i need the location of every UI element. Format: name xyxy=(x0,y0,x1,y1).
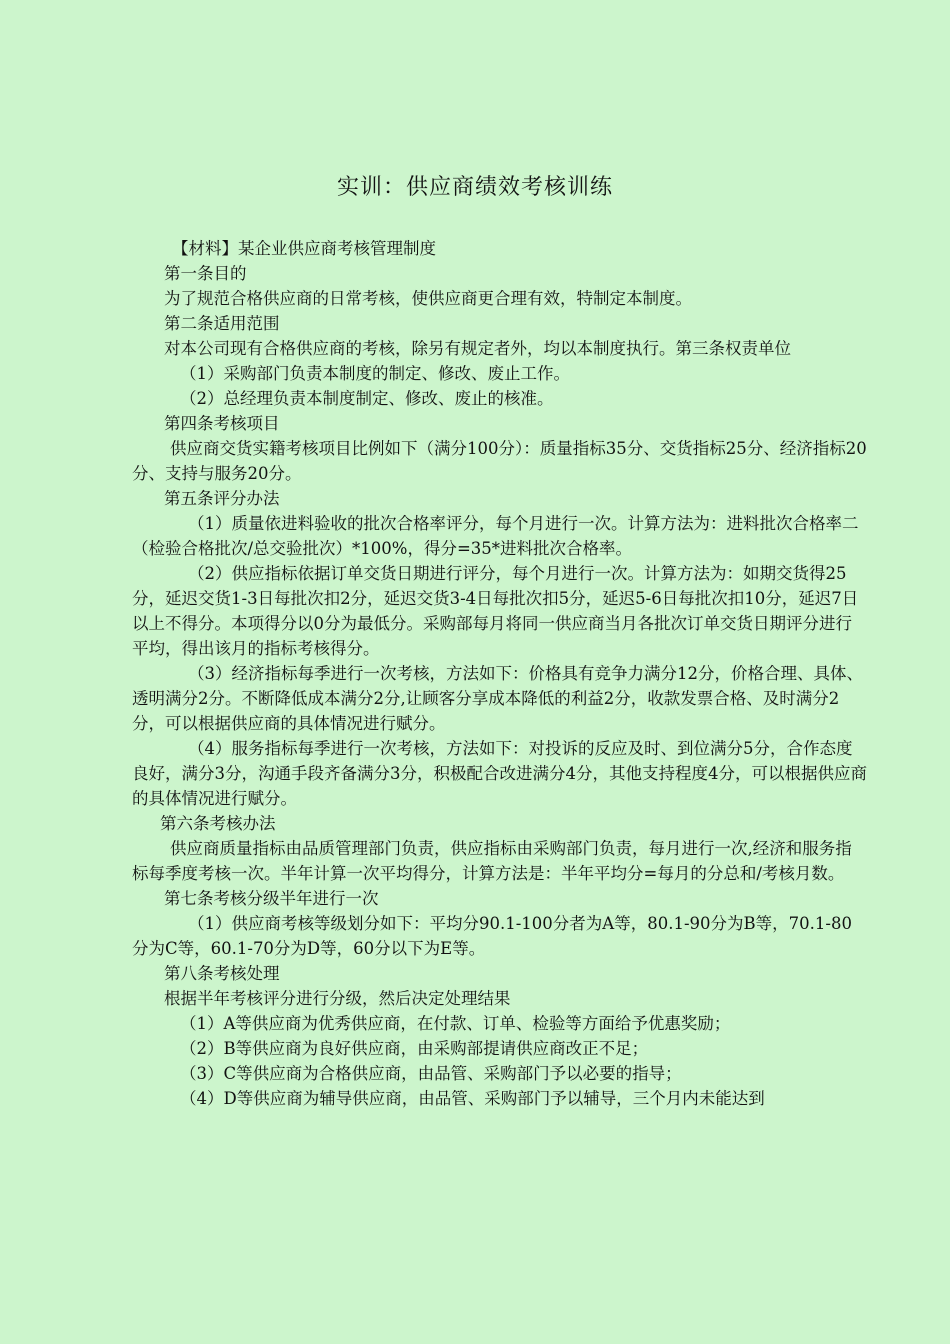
paragraph: 根据半年考核评分进行分级，然后决定处理结果 xyxy=(164,989,511,1008)
paragraph: 第一条目的 xyxy=(164,264,247,283)
paragraph: （4）服务指标每季进行一次考核，方法如下：对投诉的反应及时、到位满分5分，合作态度良好，满分3分，沟通手段齐备满分3分，积极配合改进满分4分，其他支持程度4分，可以根据供应商的具体情况进行赋分。 xyxy=(132,739,867,808)
paragraph: 【材料】某企业供应商考核管理制度 xyxy=(172,239,436,258)
paragraph: 第二条适用范围 xyxy=(164,314,280,333)
paragraph: （4）D等供应商为辅导供应商，由品管、采购部门予以辅导，三个月内未能达到 xyxy=(180,1089,765,1108)
paragraph: （1）供应商考核等级划分如下：平均分90.1-100分者为A等，80.1-90分为B等，70.1-80分为C等，60.1-70分为D等，60分以下为E等。 xyxy=(132,914,852,958)
paragraph: 供应商质量指标由品质管理部门负责，供应指标由采购部门负责，每月进行一次,经济和服务指标每季度考核一次。半年计算一次平均得分，计算方法是：半年平均分=每月的分总和/考核月数。 xyxy=(132,839,852,883)
paragraph: 第五条评分办法 xyxy=(164,489,280,508)
paragraph: （2）供应指标依据订单交货日期进行评分，每个月进行一次。计算方法为：如期交货得25分，延迟交货1-3日每批次扣2分，延迟交货3-4日每批次扣5分，延迟5-6日每批次扣10分，延迟7日以上不得分。本项得分以0分为最低分。采购部每月将同一供应商当月各批次订单交货日期评分进行平均，得出该月的指标考核得分。 xyxy=(132,564,859,658)
page-title: 实训：供应商绩效考核训练 xyxy=(336,175,613,200)
paragraph: （1）质量依进料验收的批次合格率评分，每个月进行一次。计算方法为：进料批次合格率二（检验合格批次/总交验批次）*100%，得分=35*进料批次合格率。 xyxy=(132,514,859,558)
paragraph: 第四条考核项目 xyxy=(164,414,280,433)
paragraph: 第七条考核分级半年进行一次 xyxy=(164,889,379,908)
paragraph: 对本公司现有合格供应商的考核，除另有规定者外，均以本制度执行。第三条权责单位 xyxy=(164,339,791,358)
paragraph: （1）A等供应商为优秀供应商，在付款、订单、检验等方面给予优惠奖励； xyxy=(180,1014,731,1033)
paragraph: 第六条考核办法 xyxy=(160,814,276,833)
paragraph: 为了规范合格供应商的日常考核，使供应商更合理有效，特制定本制度。 xyxy=(164,289,692,308)
paragraph: （3）C等供应商为合格供应商，由品管、采购部门予以必要的指导； xyxy=(180,1064,682,1083)
paragraph: 供应商交货实籍考核项目比例如下（满分100分）：质量指标35分、交货指标25分、经济指标20分、支持与服务20分。 xyxy=(132,439,867,483)
paragraph: （3）经济指标每季进行一次考核，方法如下：价格具有竞争力满分12分，价格合理、具体、透明满分2分。不断降低成本满分2分,让顾客分享成本降低的利益2分，收款发票合格、及时满分2分，可以根据供应商的具体情况进行赋分。 xyxy=(132,664,863,733)
paragraph: （2）总经理负责本制度制定、修改、废止的核准。 xyxy=(180,389,554,408)
paragraph: （2）B等供应商为良好供应商，由采购部提请供应商改正不足； xyxy=(180,1039,649,1058)
document-body xyxy=(132,236,868,1111)
paragraph: （1）采购部门负责本制度的制定、修改、废止工作。 xyxy=(180,364,570,383)
paragraph: 第八条考核处理 xyxy=(164,964,280,983)
